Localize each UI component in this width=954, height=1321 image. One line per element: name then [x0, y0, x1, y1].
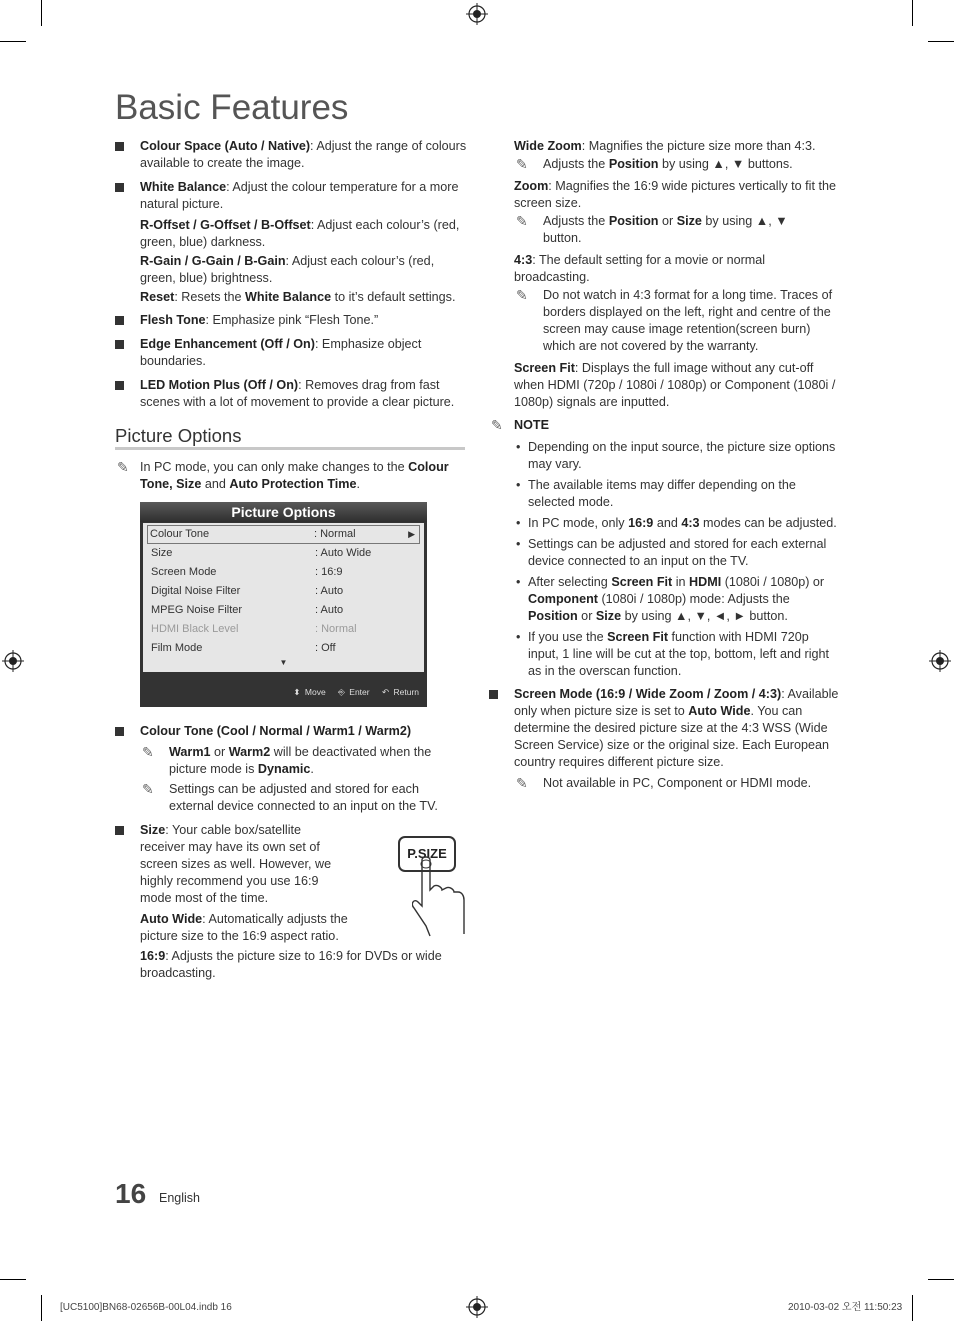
- list-item: • After selecting Screen Fit in HDMI (1080i / 1080p) or Component (1080i / 1080p) mode: Adjusts the Position or Size by using ▲, ▼, ◄, ► button.: [516, 575, 825, 623]
- bullet-square-icon: [489, 690, 498, 699]
- note: ✎ Not available in PC, Component or HDMI mode.: [516, 775, 812, 791]
- menu-title: Picture Options: [140, 502, 427, 522]
- registration-mark-icon: [466, 3, 488, 25]
- list-item: Edge Enhancement (Off / On): Emphasize object boundaries.: [115, 336, 467, 370]
- registration-mark-icon: [2, 650, 24, 672]
- sub-item: Screen Fit: Displays the full image without any cut-off when HDMI (720p / 1080i / 1080p) or Component (1080i / 1080p) signals are inputted.: [514, 361, 836, 409]
- page-language: English: [159, 1191, 200, 1205]
- pencil-note-icon: ✎: [516, 156, 528, 172]
- pencil-note-icon: ✎: [516, 775, 528, 791]
- list-item: LED Motion Plus (Off / On): Removes drag from fast scenes with a lot of movement to provide a clear picture.: [115, 377, 467, 411]
- section-heading: Picture Options: [115, 427, 465, 450]
- note: ✎ Warm1 or Warm2 will be deactivated when the picture mode is Dynamic.: [142, 744, 432, 776]
- menu-footer: ⬍ Move ⎆ Enter ↶ Return: [293, 687, 419, 697]
- arrow-right-icon: ▶: [408, 529, 415, 539]
- footer-timestamp: 2010-03-02 오전 11:50:23: [788, 1302, 903, 1313]
- menu-row-hdmi-black-level: HDMI Black Level : Normal: [151, 623, 357, 635]
- page-number: 16: [115, 1178, 147, 1209]
- note: ✎ Settings can be adjusted and stored for each external device connected to an input on the TV.: [142, 781, 438, 813]
- move-icon: ⬍: [293, 687, 301, 697]
- menu-row-mpeg-noise-filter[interactable]: MPEG Noise Filter : Auto: [151, 604, 344, 616]
- bullet-square-icon: [115, 316, 124, 325]
- bullet-square-icon: [115, 826, 124, 835]
- pencil-note-icon: ✎: [516, 287, 528, 303]
- sub-item: R-Gain / G-Gain / B-Gain: Adjust each colour’s (red, green, blue) brightness.: [140, 254, 435, 285]
- sub-item: Reset: Resets the White Balance to it’s default settings.: [140, 290, 456, 304]
- picture-options-menu: [140, 502, 427, 707]
- menu-row-screen-mode[interactable]: Screen Mode : 16:9: [151, 566, 343, 578]
- pencil-note-icon: ✎: [516, 213, 528, 229]
- psize-button-icon: P.SIZE: [398, 836, 456, 872]
- registration-mark-icon: [929, 650, 951, 672]
- list-item: Size: Your cable box/satellite receiver may have its own set of screen sizes as well. However, we highly recommend you use 16:9 mode most of the time.: [115, 822, 345, 907]
- bullet-square-icon: [115, 381, 124, 390]
- bullet-square-icon: [115, 340, 124, 349]
- list-item: • The available items may differ depending on the selected mode.: [516, 478, 796, 509]
- pencil-note-icon: ✎: [142, 781, 154, 797]
- enter-icon: ⎆: [338, 687, 345, 697]
- note: ✎ Do not watch in 4:3 format for a long time. Traces of borders displayed on the left, right and centre of the screen may cause image retention(screen burn) which are not covered by the warranty.: [516, 287, 833, 353]
- note-heading: ✎ NOTE: [491, 417, 549, 433]
- sub-item: Wide Zoom: Magnifies the picture size more than 4:3.: [514, 139, 816, 153]
- menu-row-colour-tone[interactable]: Colour Tone : Normal ▶: [147, 525, 420, 544]
- footer-file-info: [UC5100]BN68-02656B-00L04.indb 16: [60, 1302, 232, 1313]
- page-title: Basic Features: [115, 88, 349, 127]
- pencil-note-icon: ✎: [491, 417, 503, 433]
- menu-row-film-mode[interactable]: Film Mode : Off: [151, 642, 336, 654]
- list-item: White Balance: Adjust the colour temperature for a more natural picture.: [115, 179, 467, 213]
- hand-pointer-icon: [412, 856, 468, 940]
- pencil-note-icon: ✎: [117, 459, 129, 475]
- right-column: [489, 138, 841, 795]
- list-item: • In PC mode, only 16:9 and 4:3 modes can be adjusted.: [516, 516, 837, 530]
- bullet-square-icon: [115, 183, 124, 192]
- sub-item: 16:9: Adjusts the picture size to 16:9 for DVDs or wide broadcasting.: [140, 949, 442, 980]
- list-item: • If you use the Screen Fit function with HDMI 720p input, 1 line will be cut at the top, bottom, left and right as in the overscan function.: [516, 630, 830, 678]
- sub-item: R-Offset / G-Offset / B-Offset: Adjust each colour’s (red, green, blue) darkness.: [140, 218, 460, 249]
- list-item: Colour Tone (Cool / Normal / Warm1 / Warm2): [115, 723, 467, 740]
- list-item: Colour Space (Auto / Native): Adjust the range of colours available to create the image.: [115, 138, 467, 172]
- scroll-down-icon[interactable]: ▼: [279, 658, 288, 667]
- pencil-note-icon: ✎: [142, 744, 154, 760]
- menu-body: [143, 523, 424, 672]
- note: ✎ Adjusts the Position by using ▲, ▼ buttons.: [516, 156, 793, 172]
- note: ✎ In PC mode, you can only make changes to the Colour Tone, Size and Auto Protection Time.: [117, 459, 449, 491]
- return-icon: ↶: [381, 687, 390, 697]
- sub-item: Auto Wide: Automatically adjusts the picture size to the 16:9 aspect ratio.: [140, 912, 348, 943]
- list-item: Flesh Tone: Emphasize pink “Flesh Tone.”: [115, 312, 467, 329]
- bullet-square-icon: [115, 142, 124, 151]
- registration-mark-icon: [466, 1296, 488, 1318]
- list-item: • Depending on the input source, the picture size options may vary.: [516, 440, 836, 471]
- sub-item: Zoom: Magnifies the 16:9 wide pictures vertically to fit the screen size.: [514, 179, 836, 210]
- bullet-square-icon: [115, 727, 124, 736]
- menu-row-digital-noise-filter[interactable]: Digital Noise Filter : Auto: [151, 585, 344, 597]
- list-item: Screen Mode (16:9 / Wide Zoom / Zoom / 4:3): Available only when picture size is set to Auto Wide. You can determine the desired picture size at the 4:3 WSS (Wide Screen Service) size or the original size. Each European country requires different picture size.: [489, 686, 841, 771]
- sub-item: 4:3: The default setting for a movie or normal broadcasting.: [514, 253, 766, 284]
- list-item: • Settings can be adjusted and stored for each external device connected to an input on the TV.: [516, 537, 827, 568]
- menu-row-size[interactable]: Size : Auto Wide: [151, 547, 372, 559]
- note: ✎ Adjusts the Position or Size by using ▲, ▼ button.: [516, 213, 788, 245]
